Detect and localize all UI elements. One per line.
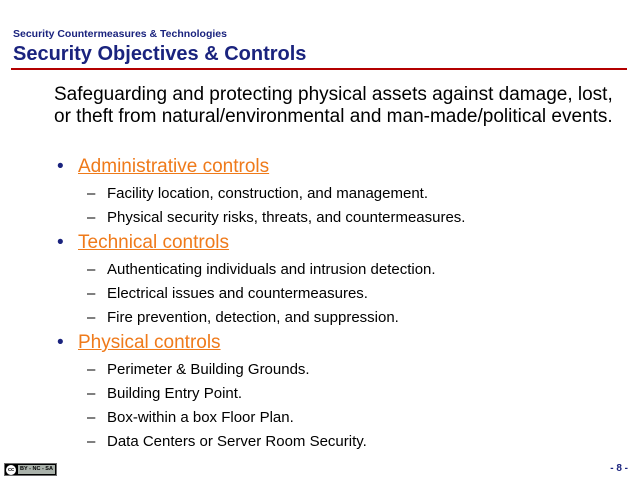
section-technical	[0, 230, 638, 258]
list-item	[0, 282, 638, 306]
bullet-icon: •	[57, 232, 64, 253]
dash-icon: –	[87, 433, 96, 450]
list-item	[0, 206, 638, 230]
creative-commons-license-badge[interactable]	[4, 463, 57, 476]
dash-icon: –	[87, 361, 96, 378]
bullet-icon: •	[57, 156, 64, 177]
dash-icon: –	[87, 185, 96, 202]
section-administrative	[0, 154, 638, 182]
list-item	[0, 358, 638, 382]
list-item	[0, 258, 638, 282]
page-number: - 8 -	[610, 463, 628, 474]
intro-paragraph: Safeguarding and protecting physical assets against damage, lost, or theft from natural/environmental and man-made/political events.	[54, 84, 613, 127]
bullet-list	[0, 154, 638, 454]
dash-icon: –	[87, 261, 96, 278]
physical-controls-link[interactable]: Physical controls	[78, 332, 221, 353]
list-item	[0, 182, 638, 206]
bullet-icon: •	[57, 332, 64, 353]
list-item	[0, 382, 638, 406]
slide-supertitle: Security Countermeasures & Technologies	[13, 28, 227, 40]
list-item-text: Building Entry Point.	[107, 385, 243, 402]
list-item-text: Perimeter & Building Grounds.	[107, 361, 310, 378]
list-item-text: Facility location, construction, and management.	[107, 185, 428, 202]
list-item	[0, 430, 638, 454]
dash-icon: –	[87, 285, 96, 302]
list-item-text: Authenticating individuals and intrusion detection.	[107, 261, 436, 278]
list-item	[0, 306, 638, 330]
title-divider	[11, 68, 627, 70]
technical-controls-link[interactable]: Technical controls	[78, 232, 230, 253]
list-item-text: Fire prevention, detection, and suppression.	[107, 309, 399, 326]
list-item-text: Box-within a box Floor Plan.	[107, 409, 294, 426]
administrative-controls-link[interactable]: Administrative controls	[78, 156, 270, 177]
dash-icon: –	[87, 409, 96, 426]
list-item-text: Physical security risks, threats, and countermeasures.	[107, 209, 466, 226]
dash-icon: –	[87, 309, 96, 326]
dash-icon: –	[87, 209, 96, 226]
license-label: BY - NC - SA	[18, 465, 55, 474]
dash-icon: –	[87, 385, 96, 402]
section-physical	[0, 330, 638, 358]
list-item	[0, 406, 638, 430]
list-item-text: Data Centers or Server Room Security.	[107, 433, 367, 450]
list-item-text: Electrical issues and countermeasures.	[107, 285, 368, 302]
slide-title: Security Objectives & Controls	[13, 43, 307, 65]
cc-icon: cc	[7, 466, 15, 473]
